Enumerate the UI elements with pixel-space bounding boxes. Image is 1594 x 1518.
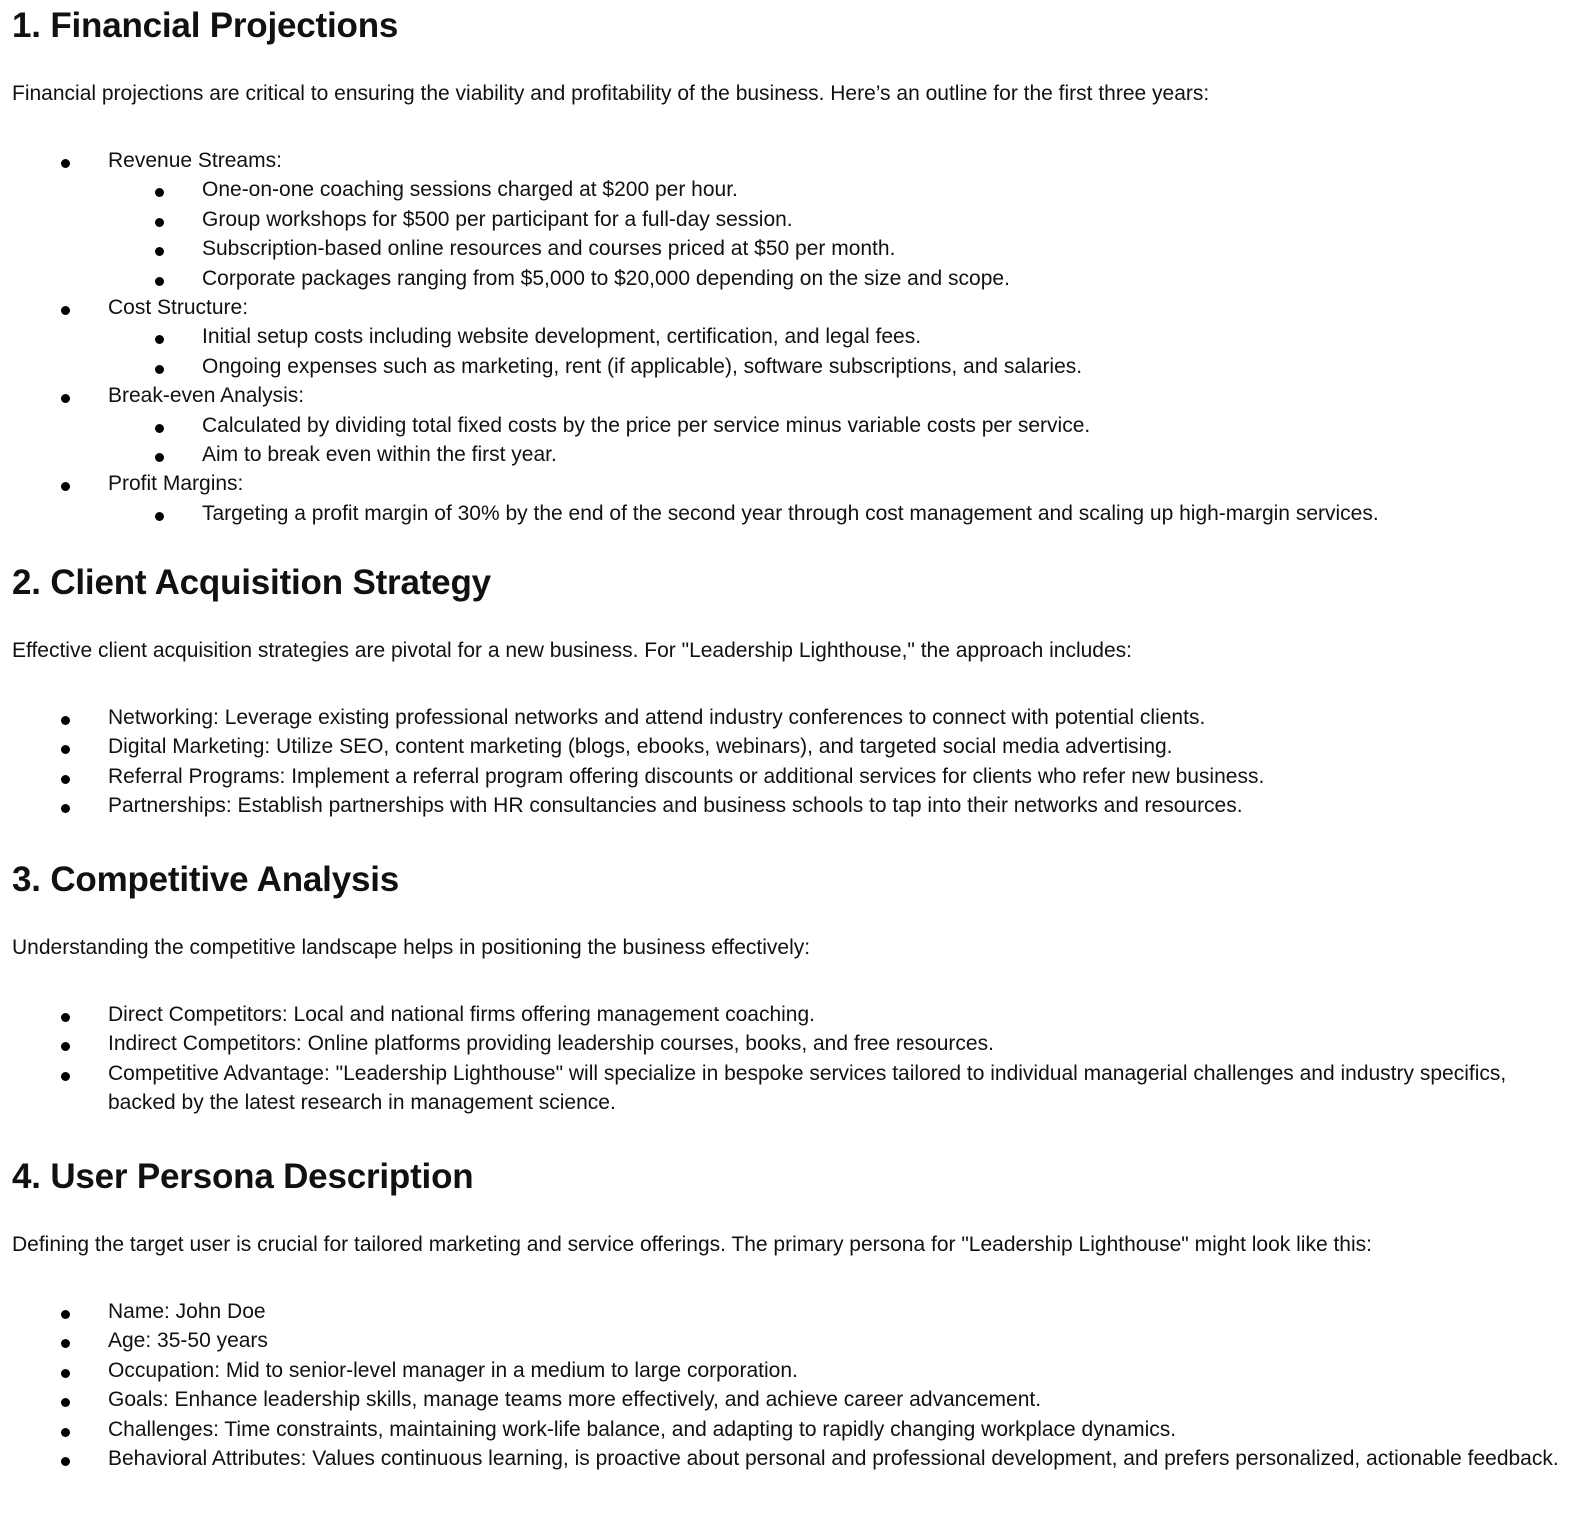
section-client-acquisition [12, 563, 1582, 821]
list-item-text: Aim to break even within the first year. [202, 443, 557, 467]
list-item-text: Ongoing expenses such as marketing, rent (if applicable), software subscriptions, and salaries. [202, 354, 1083, 378]
section-intro: Effective client acquisition strategies are pivotal for a new business. For "Leadership Lighthouse," the approach includes: [12, 639, 1133, 662]
list-item [12, 381, 1582, 469]
list-item-text: Behavioral Attributes: Values continuous learning, is proactive about personal and professional development, and prefers personalized, actionable feedback. [108, 1447, 1559, 1471]
bullet-icon [61, 716, 70, 725]
list-item-text: Profit Margins: [108, 472, 244, 496]
list-item [12, 1059, 1582, 1118]
nested-list-item [12, 322, 1582, 351]
list-item [12, 1356, 1582, 1385]
bullet-list [12, 146, 1582, 528]
list-item [12, 293, 1582, 381]
list-item-text: Challenges: Time constraints, maintaining work-life balance, and adapting to rapidly changing workplace dynamics. [108, 1417, 1177, 1441]
section-heading: 4. User Persona Description [12, 1157, 474, 1196]
bullet-list [12, 1000, 1582, 1118]
list-item [12, 703, 1582, 732]
list-item [12, 469, 1582, 528]
list-item-text: Targeting a profit margin of 30% by the end of the second year through cost management and scaling up high-margin services. [202, 501, 1379, 525]
bullet-icon [155, 453, 164, 462]
list-item-text: Competitive Advantage: "Leadership Lighthouse" will specialize in bespoke services tailored to individual managerial challenges and industry specifics, backed by the latest research in management science. [108, 1061, 1507, 1115]
nested-list-item [12, 234, 1582, 263]
list-item-text: Occupation: Mid to senior-level manager in a medium to large corporation. [108, 1358, 798, 1382]
bullet-icon [155, 424, 164, 433]
list-item-text: Direct Competitors: Local and national firms offering management coaching. [108, 1003, 815, 1026]
bullet-icon [61, 1369, 70, 1378]
bullet-icon [155, 188, 164, 197]
list-item-text: Subscription-based online resources and courses priced at $50 per month. [202, 237, 896, 261]
bullet-icon [61, 1072, 70, 1081]
list-item [12, 1385, 1582, 1414]
list-item [12, 146, 1582, 293]
bullet-icon [61, 306, 70, 315]
bullet-icon [61, 159, 70, 168]
list-item [12, 1326, 1582, 1355]
bullet-icon [155, 335, 164, 344]
list-item-text: Calculated by dividing total fixed costs by the price per service minus variable costs per service. [202, 413, 1091, 437]
nested-bullet-list [12, 175, 1582, 293]
list-item-text: Partnerships: Establish partnerships with HR consultancies and business schools to tap into their networks and resources. [108, 794, 1243, 818]
list-item-text: Goals: Enhance leadership skills, manage teams more effectively, and achieve career advancement. [108, 1388, 1042, 1412]
list-item-text: One-on-one coaching sessions charged at $200 per hour. [202, 178, 738, 202]
bullet-icon [61, 745, 70, 754]
section-heading: 1. Financial Projections [12, 6, 399, 45]
nested-bullet-list [12, 322, 1582, 381]
nested-bullet-list [12, 499, 1582, 528]
section-user-persona [12, 1157, 1582, 1473]
list-item [12, 1029, 1582, 1058]
bullet-icon [61, 1310, 70, 1319]
bullet-icon [155, 218, 164, 227]
list-item-text: Revenue Streams: [108, 149, 282, 172]
list-item [12, 1415, 1582, 1444]
bullet-list [12, 703, 1582, 821]
list-item-text: Initial setup costs including website development, certification, and legal fees. [202, 325, 922, 349]
bullet-icon [61, 1042, 70, 1051]
section-heading: 3. Competitive Analysis [12, 860, 400, 899]
bullet-list [12, 1297, 1582, 1473]
section-intro: Defining the target user is crucial for tailored marketing and service offerings. The primary persona for "Leadership Lighthouse" might look like this: [12, 1233, 1372, 1256]
nested-list-item [12, 411, 1582, 440]
nested-list-item [12, 205, 1582, 234]
list-item-text: Group workshops for $500 per participant for a full-day session. [202, 207, 793, 231]
section-financial-projections [12, 6, 1582, 528]
list-item-text: Age: 35-50 years [108, 1329, 268, 1353]
list-item [12, 732, 1582, 761]
list-item [12, 1000, 1582, 1029]
bullet-icon [61, 775, 70, 784]
list-item [12, 1297, 1582, 1326]
list-item-text: Name: John Doe [108, 1300, 266, 1323]
nested-list-item [12, 264, 1582, 293]
list-item-text: Corporate packages ranging from $5,000 to $20,000 depending on the size and scope. [202, 266, 1010, 290]
bullet-icon [61, 1398, 70, 1407]
bullet-icon [61, 1457, 70, 1466]
bullet-icon [155, 247, 164, 256]
bullet-icon [61, 1428, 70, 1437]
bullet-icon [155, 512, 164, 521]
nested-list-item [12, 440, 1582, 469]
bullet-icon [61, 394, 70, 403]
nested-list-item [12, 175, 1582, 204]
bullet-icon [61, 804, 70, 813]
nested-list-item [12, 352, 1582, 381]
list-item [12, 762, 1582, 791]
bullet-icon [155, 365, 164, 374]
section-intro: Financial projections are critical to ensuring the viability and profitability of the business. Here’s an outline for the first three years: [12, 82, 1210, 105]
list-item-text: Networking: Leverage existing professional networks and attend industry conferences to connect with potential clients. [108, 706, 1206, 729]
nested-bullet-list [12, 411, 1582, 470]
nested-list-item [12, 499, 1582, 528]
list-item [12, 791, 1582, 820]
bullet-icon [61, 1339, 70, 1348]
list-item [12, 1444, 1582, 1473]
list-item-text: Referral Programs: Implement a referral program offering discounts or additional services for clients who refer new business. [108, 764, 1265, 788]
list-item-text: Break-even Analysis: [108, 384, 305, 408]
section-heading: 2. Client Acquisition Strategy [12, 563, 491, 602]
list-item-text: Digital Marketing: Utilize SEO, content marketing (blogs, ebooks, webinars), and targeted social media advertising. [108, 735, 1173, 759]
bullet-icon [155, 277, 164, 286]
bullet-icon [61, 482, 70, 491]
section-competitive-analysis [12, 860, 1582, 1118]
section-intro: Understanding the competitive landscape helps in positioning the business effectively: [12, 936, 811, 959]
list-item-text: Indirect Competitors: Online platforms providing leadership courses, books, and free resources. [108, 1032, 994, 1056]
bullet-icon [61, 1013, 70, 1022]
list-item-text: Cost Structure: [108, 296, 249, 320]
